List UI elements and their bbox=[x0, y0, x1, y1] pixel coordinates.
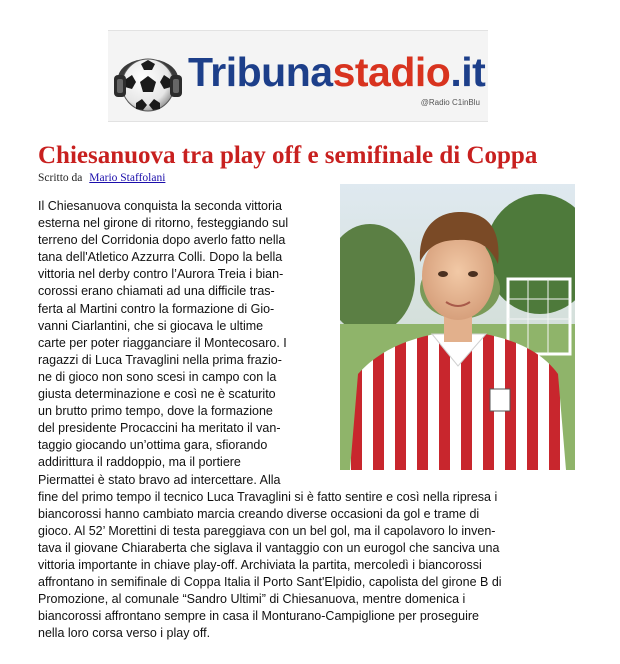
article-text-line: tava il giovane Chiaraberta che siglava il vantaggio con un eurogol che sanciva una bbox=[38, 540, 500, 555]
article-text-line: tana dell'Atletico Azzurra Colli. Dopo la bella bbox=[38, 250, 283, 265]
article-text-line: Promozione, al comunale “Sandro Ultimi” di Chiesanuova, mentre domenica i bbox=[38, 592, 466, 607]
article-text-line: terreno del Corridonia dopo averlo fatto nella bbox=[38, 233, 286, 248]
article-text-line: vittoria importante in chiave play-off. Archiviata la partita, mercoledì i biancorossi bbox=[38, 557, 482, 572]
article-body bbox=[38, 198, 584, 642]
author-link[interactable]: Mario Staffolani bbox=[89, 172, 166, 184]
logo-tagline: @Radio C1inBlu bbox=[420, 98, 480, 107]
soccer-ball-headphones-icon bbox=[112, 45, 184, 117]
article-text-line: fine del primo tempo il tecnico Luca Travaglini si è fatto sentire e così nella ripresa i bbox=[38, 489, 498, 504]
article-byline bbox=[38, 171, 165, 185]
article-text-line: taggio giocando un’ottima gara, sfiorando bbox=[38, 438, 268, 453]
article-text-line: nella loro corsa verso i play off. bbox=[38, 626, 211, 641]
article-text-line: biancorossi hanno cambiato marcia creando diverse occasioni da gol e trame di bbox=[38, 506, 480, 521]
article-text-line: vittoria nel derby contro l’Aurora Treia i bian- bbox=[38, 267, 284, 282]
article-text-line: ferta al Martini contro la formazione di Gio- bbox=[38, 301, 275, 316]
article-text-line: un brutto primo tempo, dove la formazione bbox=[38, 404, 273, 419]
logo-text-stadio: stadio bbox=[332, 49, 451, 95]
article-text-line: esterna nel girone di ritorno, festeggiando sul bbox=[38, 216, 289, 231]
article-text-line: ragazzi di Luca Travaglini nella prima frazio- bbox=[38, 352, 282, 367]
site-logo-wordmark bbox=[188, 47, 485, 97]
article-text-line: Il Chiesanuova conquista la seconda vittoria bbox=[38, 199, 282, 213]
logo-text-tribuna: Tribuna bbox=[188, 49, 333, 95]
logo-text-domain: .it bbox=[450, 49, 486, 95]
article-text-line: del presidente Procaccini ha meritato il van- bbox=[38, 421, 281, 436]
article-text-line: carte per poter riagganciare il Montecosaro. I bbox=[38, 335, 287, 350]
article-text-line: giusta determinazione e così ne è scaturito bbox=[38, 387, 276, 402]
article-headline: Chiesanuova tra play off e semifinale di Coppa bbox=[38, 142, 538, 169]
article-text-line: Piermattei è stato bravo ad intercettare. Alla bbox=[38, 472, 281, 487]
article-text-line: biancorossi affrontano sempre in casa il Monturano-Campiglione per proseguire bbox=[38, 609, 479, 624]
article-text-line: addirittura il raddoppio, ma il portiere bbox=[38, 455, 241, 470]
byline-prefix: Scritto da bbox=[38, 172, 83, 184]
article-text-line: ne di gioco non sono scesi in campo con la bbox=[38, 369, 277, 384]
site-masthead bbox=[108, 30, 488, 122]
article-text-line: affrontano in semifinale di Coppa Italia il Porto Sant'Elpidio, capolista del girone B di bbox=[38, 575, 502, 590]
article-text-line: corossi erano chiamati ad una difficile tras- bbox=[38, 284, 275, 299]
article-text-line: gioco. Al 52’ Morettini di testa pareggiava con un bel gol, ma il capolavoro lo inven- bbox=[38, 523, 496, 538]
article-text-line: vanni Ciarlantini, che si giocava le ultime bbox=[38, 318, 264, 333]
